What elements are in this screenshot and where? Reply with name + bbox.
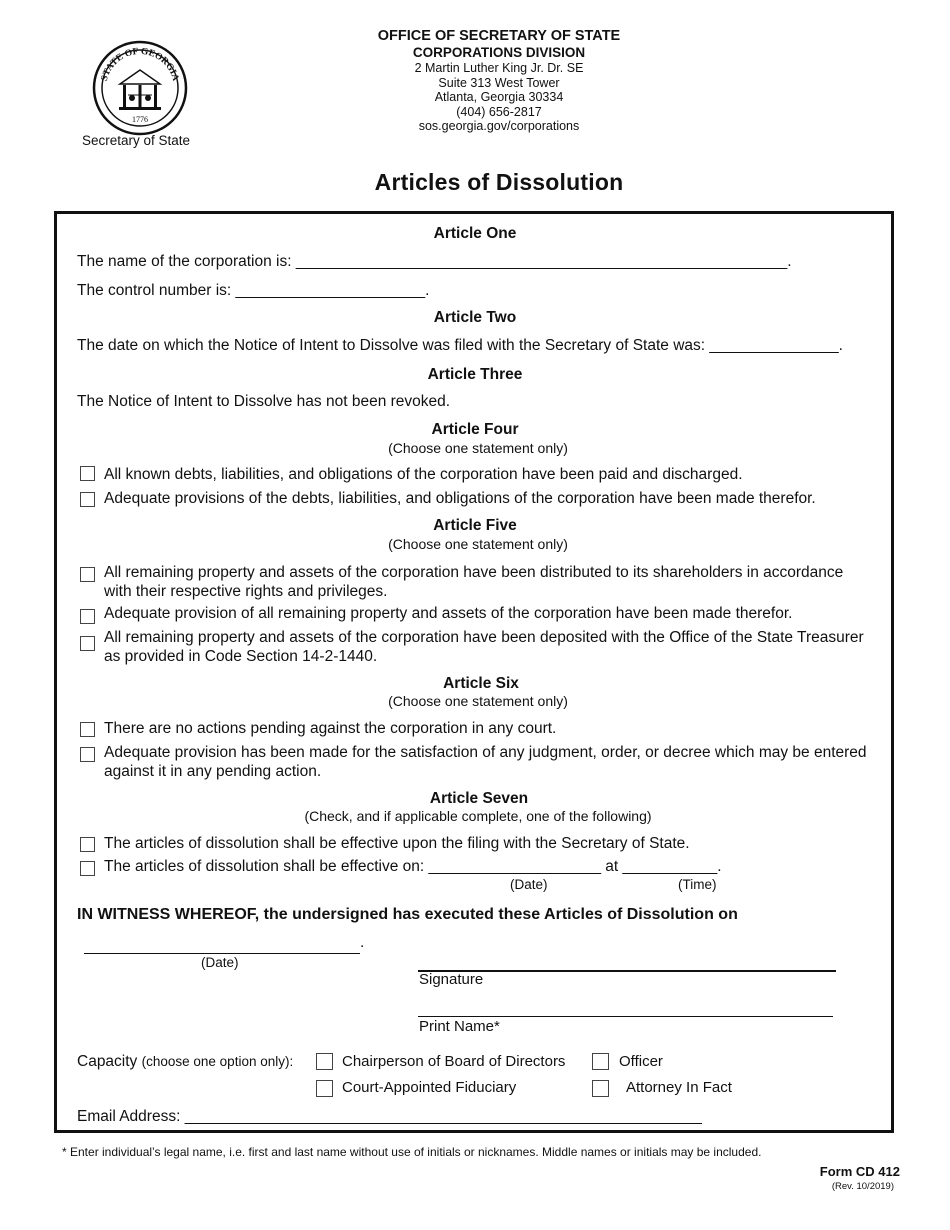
effective-time-label: (Time) [678,877,717,892]
article-five-heading: Article Five [433,517,517,534]
article-three-heading: Article Three [427,366,523,383]
page-title: Articles of Dissolution [374,169,624,195]
address-line: Suite 313 West Tower [438,75,560,90]
article-five-option-2-label: Adequate provision of all remaining property and assets of the corporation have been made therefor. [104,605,793,622]
capacity-officer-label: Officer [619,1053,663,1070]
notice-date-field[interactable]: The date on which the Notice of Intent to Dissolve was filed with the Secretary of State was: _______________. [77,337,843,354]
capacity-fiduciary-checkbox[interactable] [316,1080,333,1097]
article-five-instruction: (Choose one statement only) [388,536,568,552]
website-line: sos.georgia.gov/corporations [418,119,580,134]
article-five-option-1-checkbox[interactable] [80,567,95,582]
article-four-option-1-checkbox[interactable] [80,466,95,481]
seal-caption: Secretary of State [81,133,191,148]
print-name-line[interactable] [418,1016,833,1017]
article-four-option-2-checkbox[interactable] [80,492,95,507]
article-seven-option-1-checkbox[interactable] [80,837,95,852]
capacity-fiduciary-label: Court-Appointed Fiduciary [342,1079,517,1096]
article-six-option-1-label: There are no actions pending against the corporation in any court. [104,720,557,737]
article-four-instruction: (Choose one statement only) [388,440,568,456]
georgia-state-seal [92,40,188,136]
email-label: Email Address: [77,1108,185,1125]
article-seven-instruction: (Check, and if applicable complete, one of the following) [304,808,652,824]
capacity-chairperson-checkbox[interactable] [316,1053,333,1070]
capacity-attorney-checkbox[interactable] [592,1080,609,1097]
article-five-option-1-label: All remaining property and assets of the corporation have been distributed to its shareholders in accordance with their respective rights and privileges. [104,564,844,600]
control-number-field[interactable]: The control number is: ______________________. [77,282,430,299]
article-five-option-3-label: All remaining property and assets of the corporation have been deposited with the Office of the State Treasurer as provided in Code Section 14-2-1440. [104,629,864,665]
witness-date-line[interactable] [84,953,360,954]
article-five-option-2-checkbox[interactable] [80,609,95,624]
capacity-officer-checkbox[interactable] [592,1053,609,1070]
office-name: OFFICE OF SECRETARY OF STATE [377,28,621,44]
print-name-label: Print Name* [419,1018,500,1035]
witness-date-label: (Date) [201,955,239,970]
article-six-option-2-checkbox[interactable] [80,747,95,762]
address-line: Atlanta, Georgia 30334 [434,90,564,105]
capacity-attorney-label: Attorney In Fact [626,1079,732,1096]
article-one-heading: Article One [433,225,517,242]
article-four-heading: Article Four [431,421,519,438]
article-six-heading: Article Six [443,675,519,692]
capacity-chairperson-label: Chairperson of Board of Directors [342,1053,566,1070]
article-six-instruction: (Choose one statement only) [388,693,568,709]
email-underline: ____________________________________________________________ [184,1108,702,1125]
corporation-name-field[interactable]: The name of the corporation is: _________________________________________________________. [77,253,792,270]
seal-year: 1776 [132,115,148,124]
office-block [300,28,698,134]
article-four-option-2-label: Adequate provisions of the debts, liabilities, and obligations of the corporation have been made therefor. [104,490,816,507]
article-seven-heading: Article Seven [429,790,529,807]
article-two-heading: Article Two [433,309,517,326]
capacity-label-text: Capacity [77,1053,138,1070]
address-line: 2 Martin Luther King Jr. Dr. SE [414,61,584,75]
email-field[interactable] [77,1108,702,1126]
signature-label: Signature [419,971,484,988]
seal-text: STATE OF GEORGIA [99,46,181,83]
article-five-option-3-checkbox[interactable] [80,636,95,651]
division-name: CORPORATIONS DIVISION [412,45,586,60]
form-number: Form CD 412 [819,1164,900,1179]
witness-statement: IN WITNESS WHEREOF, the undersigned has executed these Articles of Dissolution on [77,906,738,923]
capacity-label [77,1053,293,1071]
phone-line: (404) 656-2817 [456,104,542,119]
capacity-hint: (choose one option only): [141,1054,294,1069]
article-seven-option-1-label: The articles of dissolution shall be effective upon the filing with the Secretary of State. [104,835,690,852]
revision: (Rev. 10/2019) [831,1181,894,1192]
effective-date-time-field[interactable]: The articles of dissolution shall be effective on: ____________________ at ___________. [104,858,722,875]
article-six-option-2-label: Adequate provision has been made for the satisfaction of any judgment, order, or decree which may be entered against it in any pending action. [104,744,867,780]
effective-date-label: (Date) [510,877,548,892]
article-three-text: The Notice of Intent to Dissolve has not been revoked. [77,393,451,410]
article-six-option-1-checkbox[interactable] [80,722,95,737]
article-four-option-1-label: All known debts, liabilities, and obligations of the corporation have been paid and discharged. [104,466,743,483]
article-seven-option-2-checkbox[interactable] [80,861,95,876]
footnote: * Enter individual’s legal name, i.e. first and last name without use of initials or nicknames. Middle names or initials may be included. [62,1145,762,1159]
